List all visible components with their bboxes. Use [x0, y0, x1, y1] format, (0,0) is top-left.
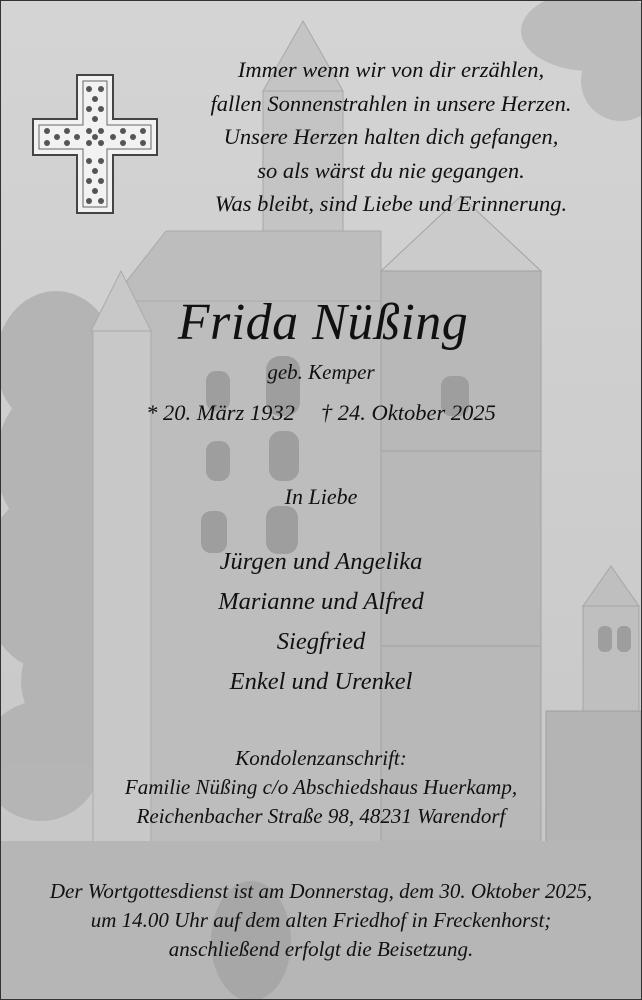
life-dates — [1, 400, 641, 426]
poem-line: so als wärst du nie gegangen. — [257, 157, 525, 183]
poem-line: Was bleibt, sind Liebe und Erinnerung. — [214, 191, 568, 216]
poem-line: Unsere Herzen halten dich gefangen, — [223, 124, 559, 149]
birth-date: * 20. März 1932 — [146, 400, 295, 425]
poem-line: Immer wenn wir von dir erzählen, — [237, 57, 545, 82]
deceased-name-block — [1, 293, 641, 352]
death-date: † 24. Oktober 2025 — [320, 400, 496, 425]
mourner-name: Marianne und Alfred — [218, 588, 424, 615]
condolence-line: Familie Nüßing c/o Abschiedshaus Huerkamp, — [124, 775, 518, 799]
mourner-name: Jürgen und Angelika — [219, 548, 423, 575]
condolence-line: Reichenbacher Straße 98, 48231 Warendorf — [136, 804, 506, 828]
deceased-name: Frida Nüßing — [177, 294, 469, 351]
mourner-name: Siegfried — [276, 628, 366, 655]
service-line: Der Wortgottesdienst ist am Donnerstag, dem 30. Oktober 2025, — [49, 879, 593, 903]
celtic-cross-icon — [31, 73, 159, 215]
poem — [171, 53, 611, 221]
condolence-address — [1, 744, 641, 831]
condolence-heading: Kondolenzanschrift: — [235, 746, 407, 770]
birth-name: geb. Kemper — [267, 360, 375, 384]
mourner-name: Enkel und Urenkel — [229, 668, 413, 695]
mourners-intro: In Liebe — [284, 484, 358, 509]
poem-line: fallen Sonnenstrahlen in unsere Herzen. — [210, 90, 572, 116]
service-line: um 14.00 Uhr auf dem alten Friedhof in Freckenhorst; — [90, 908, 552, 932]
mourners-list — [1, 542, 641, 702]
service-line: anschließend erfolgt die Beisetzung. — [168, 937, 474, 961]
service-info — [1, 877, 641, 964]
